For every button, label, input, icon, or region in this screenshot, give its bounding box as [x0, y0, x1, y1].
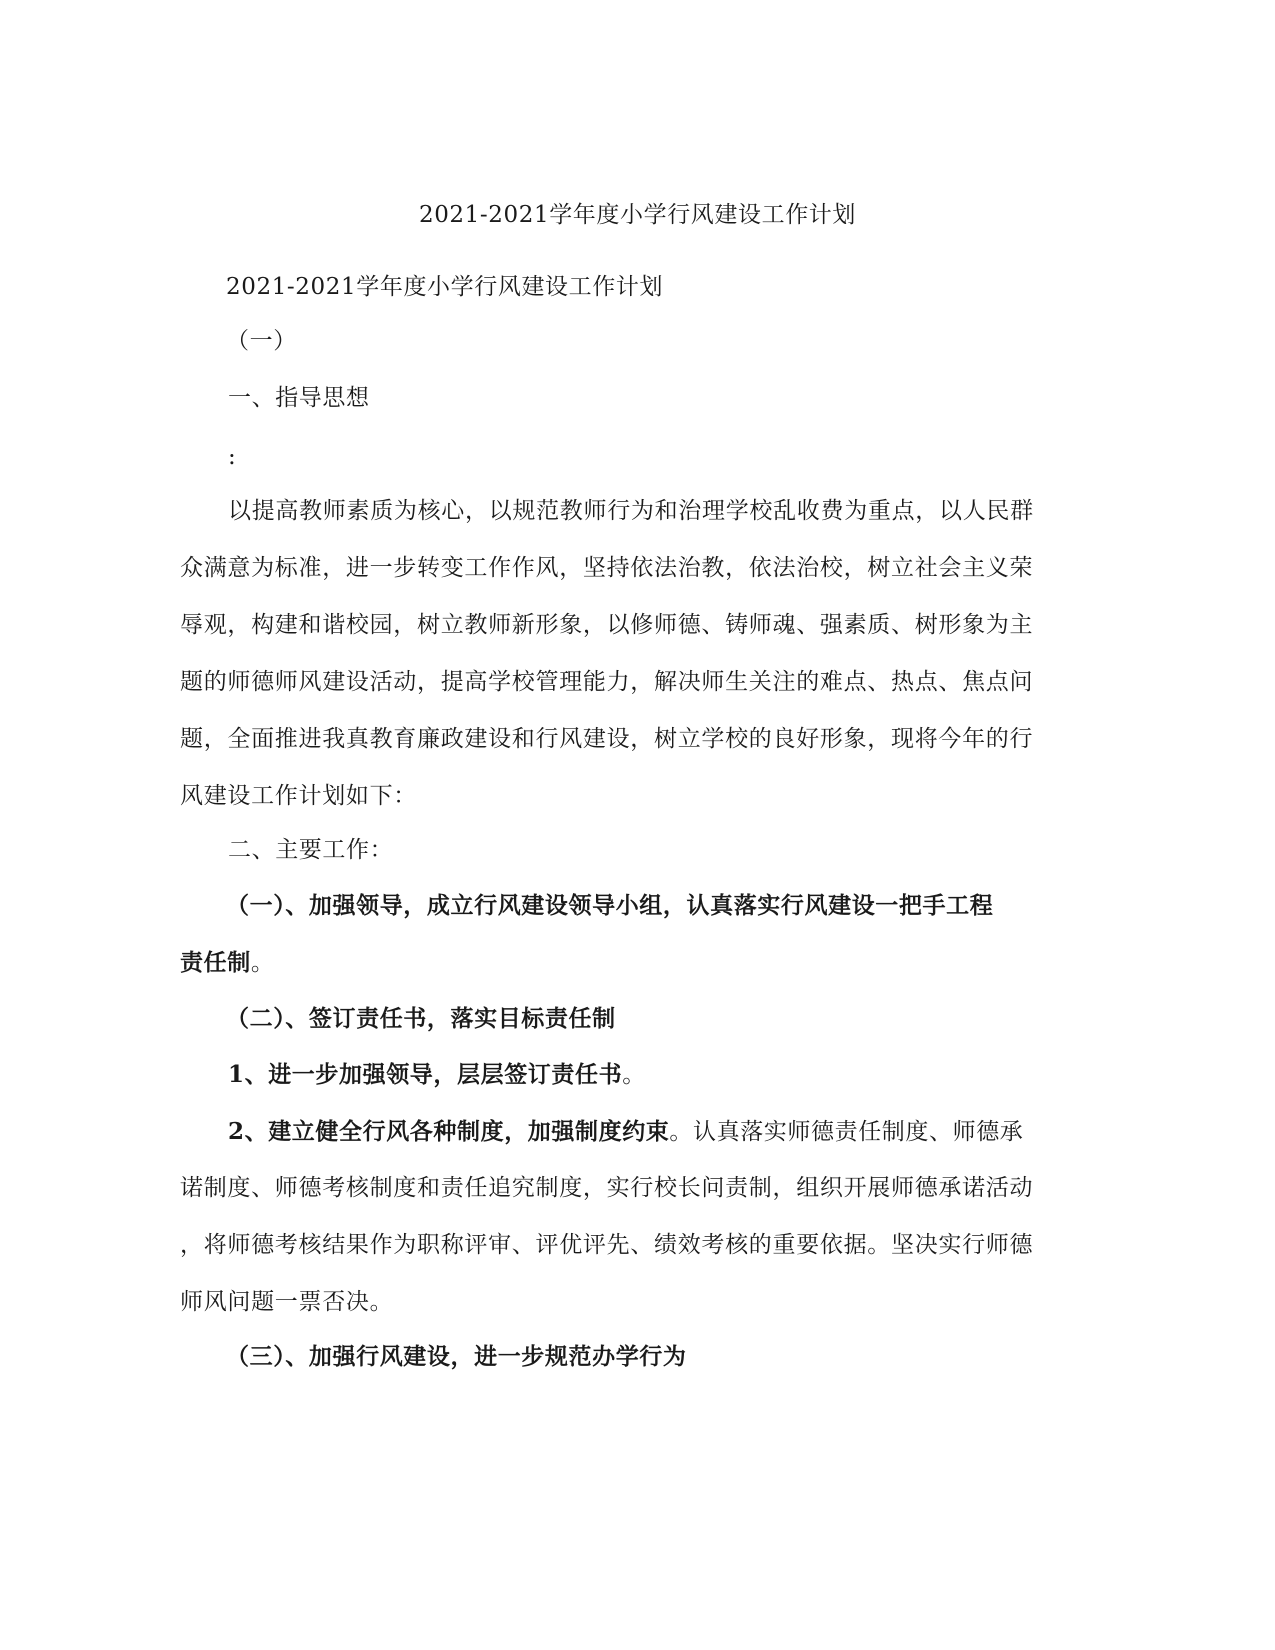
- sub-item-2-continued: [180, 1160, 1040, 1331]
- sub-item-2-first-line: [228, 1117, 1023, 1147]
- item-heading-1-bold-tail: 责任制: [180, 949, 251, 976]
- paragraph-line: 风建设工作计划如下：: [180, 783, 417, 809]
- paragraph-line: ，将师德考核结果作为职称评审、评优评先、绩效考核的重要依据。坚决实行师德: [180, 1232, 1034, 1258]
- sub-item-2-rest: 。认真落实师德责任制度、师德承: [669, 1119, 1024, 1145]
- section-heading-main-work: 二、主要工作：: [228, 837, 394, 863]
- sub-item-1-period: 。: [622, 1062, 646, 1088]
- paragraph-line: 诺制度、师德考核制度和责任追究制度，实行校长问责制，组织开展师德承诺活动: [180, 1175, 1034, 1201]
- colon-mark: :: [228, 444, 237, 470]
- sub-item-2-bold: 2、建立健全行风各种制度，加强制度约束: [228, 1118, 670, 1145]
- item-heading-2: （二）、签订责任书，落实目标责任制: [226, 1005, 616, 1032]
- paragraph-line: 师风问题一票否决。: [180, 1289, 394, 1315]
- item-heading-1-line2: [180, 948, 274, 978]
- paragraph-guiding-thought: [180, 483, 1040, 825]
- section-heading-guiding-thought: 一、指导思想: [228, 385, 370, 411]
- paragraph-line: 题的师德师风建设活动，提高学校管理能力，解决师生关注的难点、热点、焦点问: [180, 669, 1034, 695]
- paragraph-line: 题，全面推进我真教育廉政建设和行风建设，树立学校的良好形象，现将今年的行: [180, 726, 1034, 752]
- document-title: 2021-2021学年度小学行风建设工作计划: [418, 202, 857, 228]
- paragraph-line: 辱观，构建和谐校园，树立教师新形象，以修师德、铸师魂、强素质、树形象为主: [180, 612, 1034, 638]
- document-subtitle: 2021-2021学年度小学行风建设工作计划: [226, 274, 664, 300]
- item-heading-1-period: 。: [250, 950, 275, 976]
- paragraph-line: 以提高教师素质为核心，以规范教师行为和治理学校乱收费为重点，以人民群: [228, 498, 1034, 524]
- paragraph-line: 众满意为标准，进一步转变工作作风，坚持依法治教，依法治校，树立社会主义荣: [180, 555, 1034, 581]
- sub-item-1: [228, 1060, 646, 1090]
- item-heading-3: （三）、加强行风建设，进一步规范办学行为: [226, 1343, 687, 1370]
- part-marker: （一）: [226, 328, 297, 354]
- sub-item-1-bold: 1、进一步加强领导，层层签订责任书: [228, 1061, 623, 1088]
- item-heading-1-line1: （一）、加强领导，成立行风建设领导小组，认真落实行风建设一把手工程: [226, 892, 994, 919]
